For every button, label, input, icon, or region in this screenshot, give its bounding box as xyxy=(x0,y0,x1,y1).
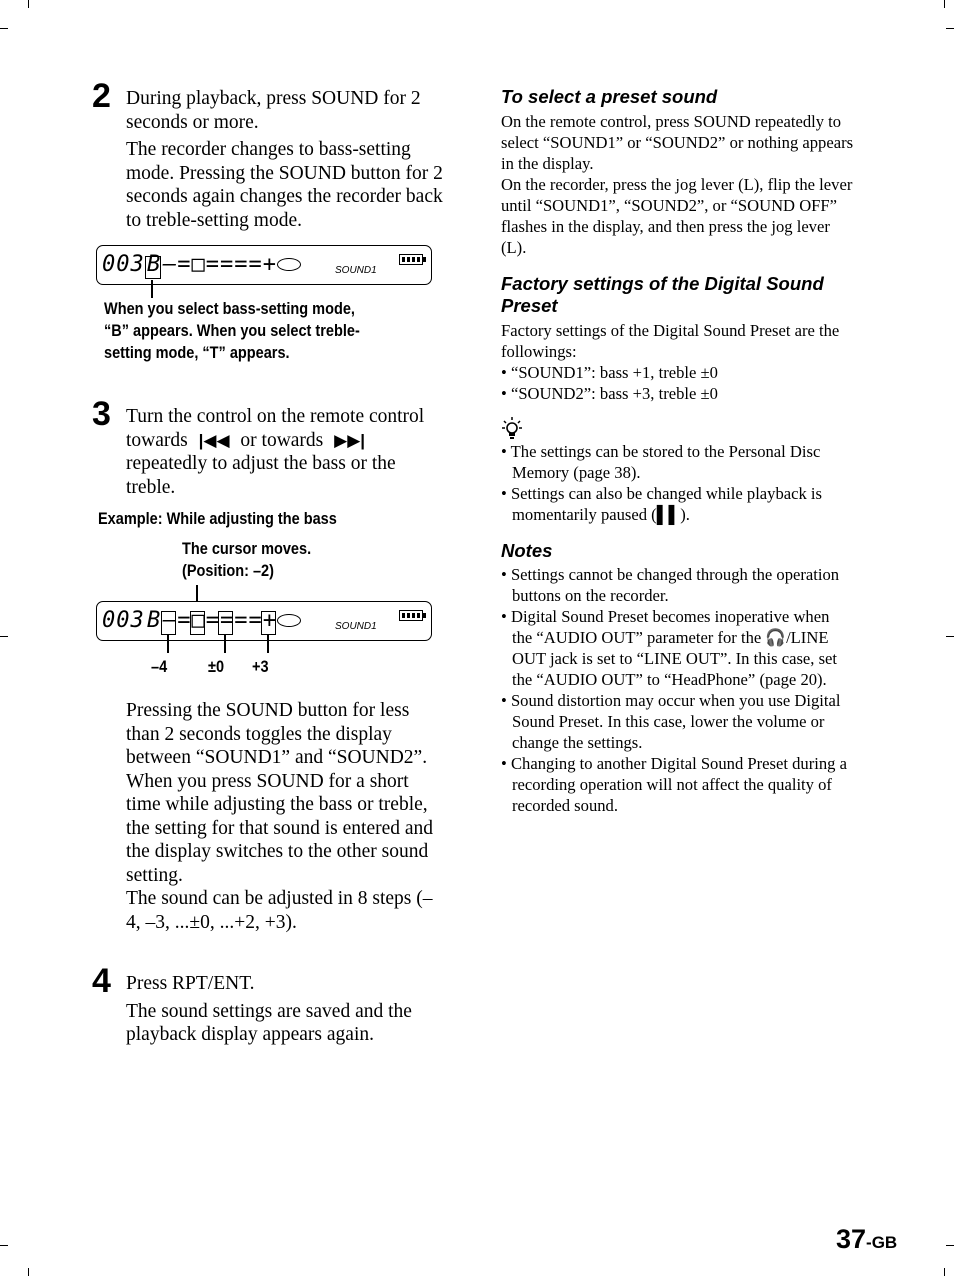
preset-heading: To select a preset sound xyxy=(501,86,718,107)
step-number: 4 xyxy=(92,962,111,1000)
step3-steps-note: The sound can be adjusted in 8 steps (–4, –3, ...±0, ...+2, +3). xyxy=(126,888,433,933)
preset-paragraph: On the remote control, press SOUND repeatedly to select “SOUND1” or “SOUND2” or nothing appears in the display. xyxy=(501,112,854,173)
sound-wave-icon xyxy=(277,614,301,627)
scale-marker-box xyxy=(261,611,276,635)
crop-mark xyxy=(944,0,945,8)
scale-marker-box xyxy=(218,611,233,635)
notes-heading: Notes xyxy=(501,540,553,561)
crop-mark xyxy=(0,28,8,29)
page-number-suffix: -GB xyxy=(866,1233,898,1252)
lcd-mode-char: B xyxy=(147,608,162,633)
cursor-label-line: The cursor moves. xyxy=(182,540,312,558)
sound-wave-icon xyxy=(277,258,301,271)
step3-text xyxy=(126,405,446,499)
scale-pointer xyxy=(267,635,269,653)
step3-or-towards: or towards xyxy=(240,429,324,451)
step-number: 2 xyxy=(92,77,111,115)
scale-label-zero: ±0 xyxy=(208,658,225,676)
scale-pointer xyxy=(167,635,169,653)
step-number: 3 xyxy=(92,395,111,433)
lcd1-caption xyxy=(104,298,395,364)
step2-text xyxy=(126,87,444,232)
note-item: • Changing to another Digital Sound Preset during a recording operation will not affect the quality of recorded sound. xyxy=(501,754,847,815)
page-number xyxy=(836,1224,897,1255)
factory-body xyxy=(501,320,856,404)
crop-mark xyxy=(0,1245,8,1246)
caption-line: “B” appears. When you select treble- xyxy=(104,322,360,340)
scale-label-min: –4 xyxy=(151,658,168,676)
scale-label-max: +3 xyxy=(252,658,269,676)
next-track-icon: ▶▶| xyxy=(334,430,366,450)
lcd-level-bar: –=□====+ xyxy=(163,252,277,277)
preset-body xyxy=(501,111,856,258)
battery-icon xyxy=(399,254,423,265)
step3-after xyxy=(126,699,441,934)
note-item: • Sound distortion may occur when you use Digital Sound Preset. In this case, lower the volume or change the settings. xyxy=(501,691,841,752)
tip-item: • Settings can also be changed while playback is momentarily paused (▌▌). xyxy=(501,484,823,524)
scale-pointer xyxy=(224,635,226,653)
lcd-mode-char: B xyxy=(147,252,162,277)
page-number-value: 37 xyxy=(836,1224,867,1254)
factory-intro: Factory settings of the Digital Sound Preset are the followings: xyxy=(501,321,840,361)
lcd-preset-label: SOUND1 xyxy=(335,265,377,276)
caption-line: setting mode, “T” appears. xyxy=(104,344,290,362)
example-label: Example: While adjusting the bass xyxy=(98,510,337,528)
crop-mark xyxy=(0,636,8,637)
step3-after-text: Pressing the SOUND button for less than 2 seconds toggles the display between “SOUND1” and “SOUND2”. When you press SOUND for a short time while adjusting the bass or treble, the setting for that sound is entered and the display switches to the other sound setting. xyxy=(126,700,434,886)
factory-item: • “SOUND1”: bass +1, treble ±0 xyxy=(501,363,718,382)
battery-icon xyxy=(399,610,423,621)
step2-lead: During playback, press SOUND for 2 seconds or more. xyxy=(126,88,421,133)
step3-line: repeatedly to adjust the bass or the xyxy=(126,453,396,474)
step2-detail: The recorder changes to bass-setting mode. Pressing the SOUND button for 2 seconds again changes the recorder back to treble-setting mode. xyxy=(126,139,443,231)
lcd-level-bar: –=□====+ xyxy=(163,608,277,633)
step3-line: treble. xyxy=(126,476,176,498)
step4-lead: Press RPT/ENT. xyxy=(126,973,255,994)
factory-item: • “SOUND2”: bass +3, treble ±0 xyxy=(501,384,718,403)
mode-highlight-box xyxy=(145,256,161,279)
caption-line: When you select bass-setting mode, xyxy=(104,300,355,318)
step4-detail: The sound settings are saved and the playback display appears again. xyxy=(126,1000,412,1045)
lightbulb-icon xyxy=(501,416,523,442)
crop-mark xyxy=(28,0,29,8)
factory-heading: Factory settings of the Digital Sound Preset xyxy=(501,273,824,316)
step3-towards: towards xyxy=(126,429,188,451)
step4-text xyxy=(126,972,444,1047)
note-item: • Settings cannot be changed through the operation buttons on the recorder. xyxy=(501,565,840,605)
crop-mark xyxy=(946,636,954,637)
note-item: • Digital Sound Preset becomes inoperative when the “AUDIO OUT” parameter for the 🎧/LINE OUT jack is set to “LINE OUT”. In this case, set the “AUDIO OUT” to “HeadPhone” (page 20). xyxy=(501,607,838,689)
previous-track-icon: |◀◀ xyxy=(198,430,230,450)
cursor-label-line: (Position: –2) xyxy=(182,562,274,580)
scale-marker-box xyxy=(161,611,176,635)
tips-body xyxy=(501,441,856,525)
step3-line-nav xyxy=(126,429,446,453)
tip-item: • The settings can be stored to the Personal Disc Memory (page 38). xyxy=(501,442,821,482)
lcd-preset-label: SOUND1 xyxy=(335,621,377,632)
crop-mark xyxy=(946,1245,954,1246)
cursor-marker-box xyxy=(190,611,205,635)
crop-mark xyxy=(944,1268,945,1276)
caption-pointer xyxy=(151,280,153,298)
lcd-digits: 003 xyxy=(102,608,145,633)
lcd-digits: 003 xyxy=(102,252,145,277)
crop-mark xyxy=(946,28,954,29)
notes-body xyxy=(501,564,853,816)
cursor-label xyxy=(182,538,329,582)
preset-paragraph: On the recorder, press the jog lever (L), flip the lever until “SOUND1”, “SOUND2”, or “SOUND OFF” flashes in the display, and then press the jog lever (L). xyxy=(501,175,853,257)
step3-line: Turn the control on the remote control xyxy=(126,406,425,427)
crop-mark xyxy=(28,1268,29,1276)
